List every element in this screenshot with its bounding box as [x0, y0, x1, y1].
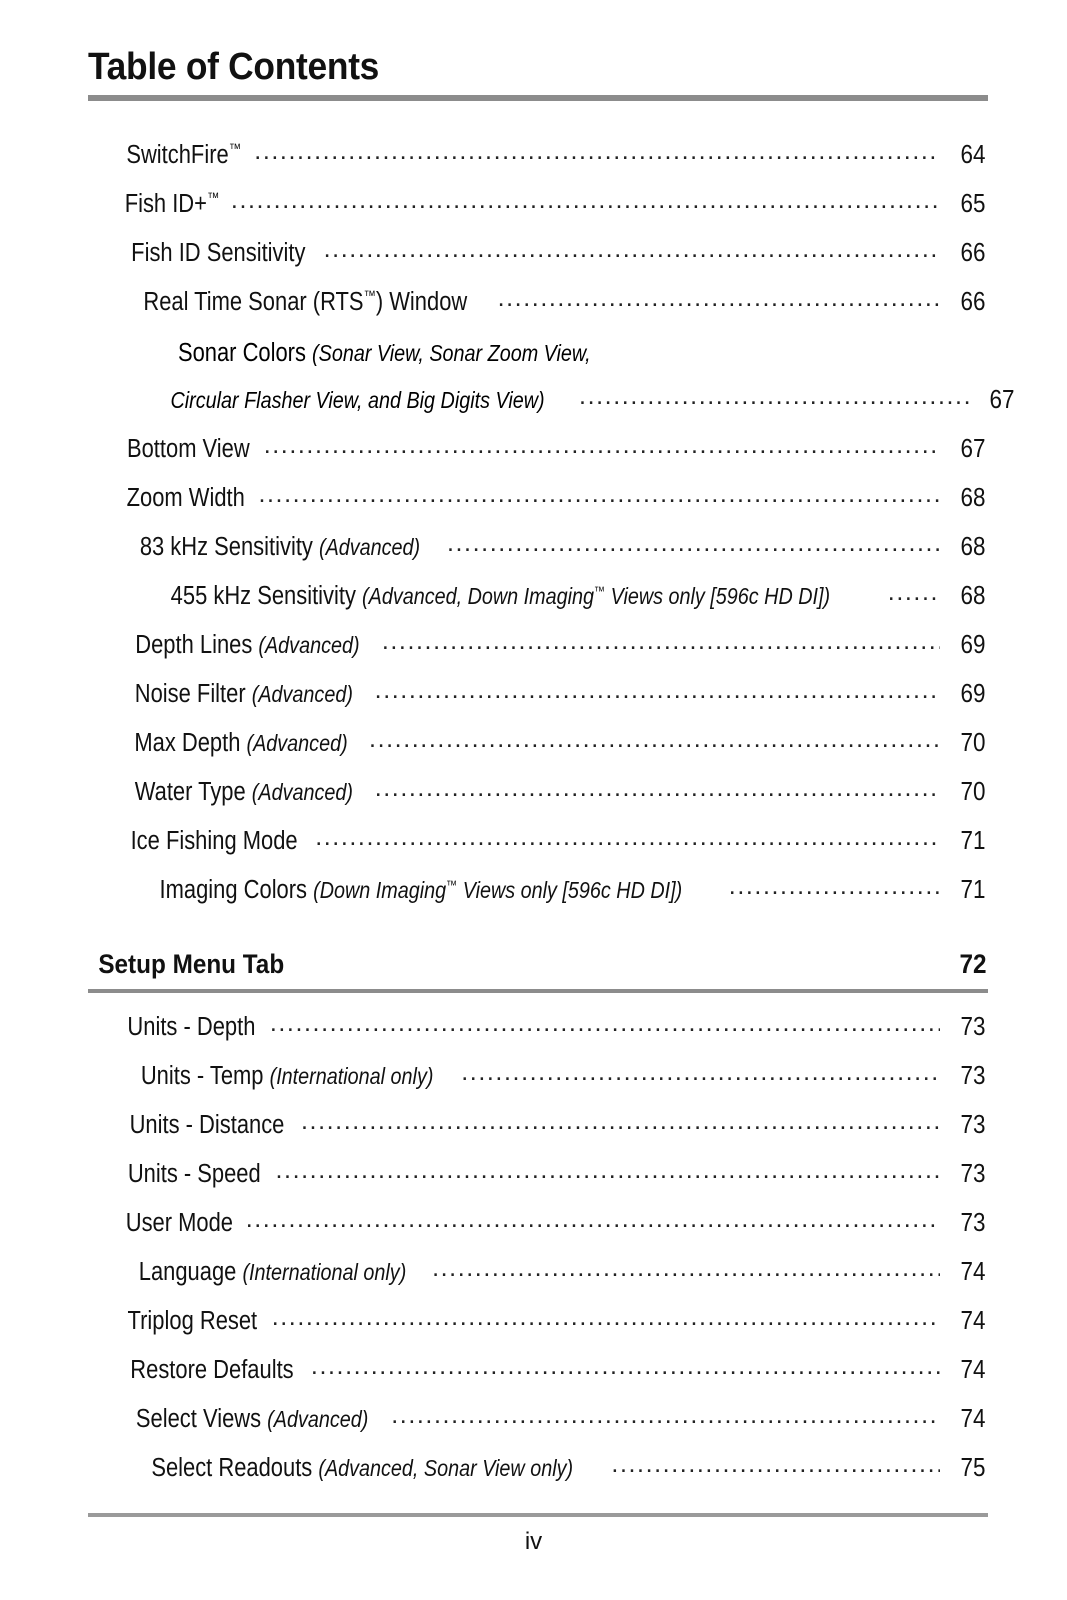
entry-label: Real Time Sonar (RTS™) Window — [143, 288, 468, 316]
leader-dots — [231, 176, 940, 225]
entry-qualifier: (Advanced) — [258, 632, 360, 658]
entry-label: Water Type (Advanced) — [134, 778, 353, 806]
entry-label: Language (International only) — [138, 1258, 407, 1286]
toc-entry[interactable] — [88, 817, 988, 866]
entry-qualifier: (Down Imaging™ Views only [596c HD DI]) — [313, 877, 683, 903]
entry-label: Zoom Width — [126, 484, 245, 512]
entry-label: Imaging Colors (Down Imaging™ Views only [596c HD DI]) — [159, 876, 683, 904]
entry-label: User Mode — [125, 1209, 233, 1237]
toc-entry[interactable] — [88, 768, 988, 817]
leader-dots — [246, 1195, 940, 1244]
entry-qualifier: (Advanced) — [318, 534, 421, 560]
entry-page-number: 74 — [960, 1356, 986, 1384]
page-title: Table of Contents — [88, 46, 380, 88]
section-title: Setup Menu Tab — [98, 949, 285, 979]
toc-entry[interactable] — [88, 1150, 988, 1199]
footer-divider — [88, 1513, 988, 1517]
leader-dots — [611, 1440, 940, 1489]
toc-entry[interactable] — [88, 1199, 988, 1248]
section-header-row[interactable] — [88, 941, 988, 987]
entry-page-number: 73 — [960, 1013, 986, 1041]
entry-page-number: 66 — [960, 239, 986, 267]
trademark-icon: ™ — [363, 288, 376, 305]
leader-dots — [391, 1391, 940, 1440]
entry-label-continued: Circular Flasher View, and Big Digits View) — [170, 387, 545, 413]
entry-qualifier: (Advanced) — [267, 1406, 369, 1432]
entry-qualifier: (Advanced) — [246, 730, 348, 756]
trademark-icon: ™ — [228, 141, 241, 158]
leader-dots — [375, 666, 940, 715]
entry-page-number: 73 — [960, 1062, 986, 1090]
entry-page-number: 65 — [960, 190, 986, 218]
heading-divider — [88, 95, 988, 101]
toc-entry[interactable] — [88, 229, 988, 278]
section-divider — [88, 989, 988, 993]
entry-page-number: 74 — [960, 1405, 986, 1433]
entry-label: Ice Fishing Mode — [130, 827, 298, 855]
entry-page-number: 69 — [960, 631, 986, 659]
leader-dots — [258, 470, 940, 519]
leader-dots — [264, 421, 940, 470]
entry-page-number: 68 — [960, 582, 986, 610]
entry-label: Units - Temp (International only) — [140, 1062, 434, 1090]
entry-page-number: 67 — [960, 435, 986, 463]
toc-entry[interactable] — [88, 523, 988, 572]
leader-dots — [432, 1244, 940, 1293]
toc-entry[interactable] — [88, 1444, 988, 1493]
entry-page-number: 67 — [989, 386, 1015, 414]
toc-entry[interactable] — [88, 1248, 988, 1297]
leader-dots — [369, 715, 940, 764]
entry-label: 83 kHz Sensitivity (Advanced) — [139, 533, 421, 561]
entry-page-number: 71 — [960, 827, 986, 855]
toc-entry[interactable] — [88, 1346, 988, 1395]
entry-label: Fish ID+™ — [124, 190, 220, 218]
toc-entry[interactable] — [88, 327, 1015, 425]
section-setup-menu-tab — [88, 941, 988, 993]
entry-label: Triplog Reset — [127, 1307, 258, 1335]
footer-page-number: iv — [524, 1528, 543, 1555]
entry-label: Units - Speed — [127, 1160, 261, 1188]
leader-dots — [315, 813, 940, 862]
leader-dots — [254, 127, 940, 176]
entry-qualifier: (Advanced) — [251, 681, 353, 707]
entry-label: Depth Lines (Advanced) — [135, 631, 360, 659]
toc-entry[interactable] — [88, 180, 988, 229]
leader-dots — [272, 1293, 940, 1342]
toc-entry[interactable] — [88, 866, 988, 915]
entry-qualifier: (International only) — [269, 1063, 434, 1089]
toc-entry[interactable] — [88, 572, 988, 621]
entry-page-number: 73 — [960, 1160, 986, 1188]
entry-label: Select Views (Advanced) — [135, 1405, 369, 1433]
section-page-number: 72 — [959, 949, 987, 979]
toc-entry[interactable] — [88, 131, 988, 180]
leader-dots — [888, 568, 940, 617]
leader-dots — [270, 999, 940, 1048]
entry-label: Bottom View — [126, 435, 250, 463]
toc-entry[interactable] — [88, 1297, 988, 1346]
toc-entry[interactable] — [88, 670, 988, 719]
entry-qualifier: (Advanced, Down Imaging™ Views only [596c HD DI]) — [362, 583, 831, 609]
entry-page-number: 68 — [960, 533, 986, 561]
leader-dots — [498, 274, 940, 323]
entry-page-number: 73 — [960, 1111, 986, 1139]
toc-entry[interactable] — [88, 278, 988, 327]
leader-dots — [447, 519, 940, 568]
leader-dots — [729, 862, 940, 911]
entry-qualifier: (Sonar View, Sonar Zoom View, — [312, 340, 591, 366]
leader-dots — [311, 1342, 940, 1391]
leader-dots — [324, 225, 940, 274]
trademark-icon: ™ — [594, 583, 606, 599]
toc-entry-list — [0, 131, 1067, 1493]
leader-dots — [382, 617, 940, 666]
entry-page-number: 70 — [960, 778, 986, 806]
entry-page-number: 73 — [960, 1209, 986, 1237]
entry-label: Noise Filter (Advanced) — [134, 680, 353, 708]
toc-entry[interactable] — [88, 474, 988, 523]
entry-page-number: 66 — [960, 288, 986, 316]
entry-label: Select Readouts (Advanced, Sonar View only) — [151, 1454, 574, 1482]
leader-dots — [301, 1097, 940, 1146]
trademark-icon: ™ — [206, 190, 220, 207]
entry-page-number: 70 — [960, 729, 986, 757]
entry-page-number: 68 — [960, 484, 986, 512]
leader-dots — [375, 764, 940, 813]
entry-label: Sonar Colors (Sonar View, Sonar Zoom View, — [177, 339, 591, 367]
trademark-icon: ™ — [446, 877, 458, 893]
entry-label: Max Depth (Advanced) — [134, 729, 348, 757]
entry-page-number: 69 — [960, 680, 986, 708]
entry-page-number: 74 — [960, 1307, 986, 1335]
entry-label: Fish ID Sensitivity — [131, 239, 306, 267]
entry-label: SwitchFire™ — [126, 141, 241, 169]
entry-label: Restore Defaults — [130, 1356, 294, 1384]
toc-entry[interactable] — [88, 1052, 988, 1101]
leader-dots — [461, 1048, 940, 1097]
entry-qualifier: (International only) — [242, 1259, 407, 1285]
leader-dots — [276, 1146, 941, 1195]
leader-dots — [579, 372, 969, 421]
toc-entry[interactable] — [88, 1003, 988, 1052]
entry-label: Units - Distance — [129, 1111, 285, 1139]
toc-entry[interactable] — [88, 1101, 988, 1150]
entry-page-number: 74 — [960, 1258, 986, 1286]
entry-label: 455 kHz Sensitivity (Advanced, Down Imaging™ Views only [596c HD DI]) — [170, 582, 831, 610]
entry-page-number: 64 — [960, 141, 986, 169]
toc-entry[interactable] — [88, 1395, 988, 1444]
toc-entry[interactable] — [88, 621, 988, 670]
entry-page-number: 75 — [960, 1454, 986, 1482]
entry-page-number: 71 — [960, 876, 986, 904]
entry-qualifier: (Advanced, Sonar View only) — [318, 1455, 574, 1481]
toc-entry[interactable] — [88, 425, 988, 474]
entry-qualifier: (Advanced) — [251, 779, 353, 805]
entry-label: Units - Depth — [127, 1013, 256, 1041]
toc-entry[interactable] — [88, 719, 988, 768]
